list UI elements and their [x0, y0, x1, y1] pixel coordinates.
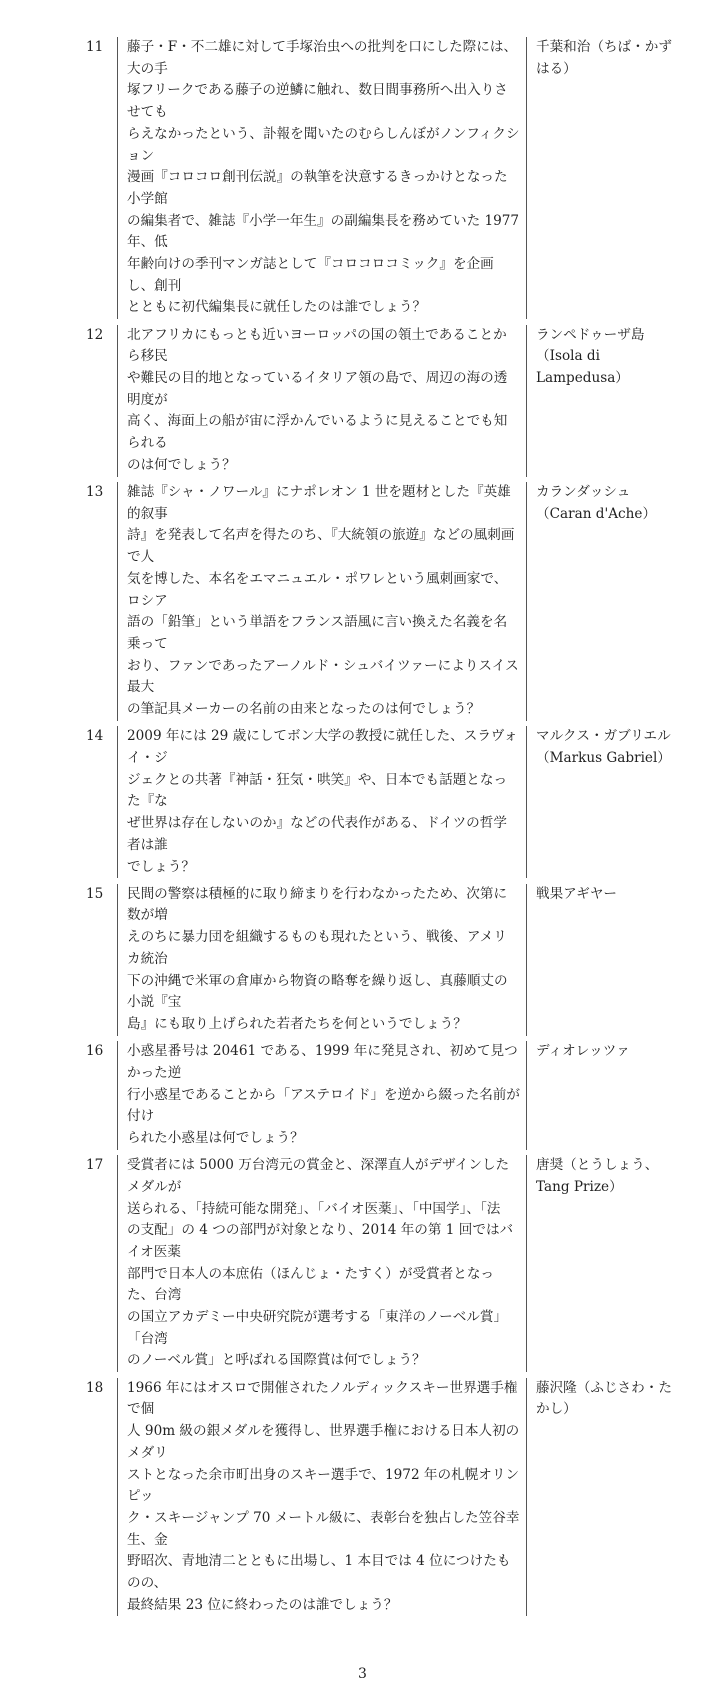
question-row [0, 726, 725, 878]
question-line: らえなかったという、訃報を聞いたのむらしんぼがノンフィクション [127, 125, 520, 164]
answer-line: Lampedusa） [536, 370, 629, 387]
question-number: 14 [86, 728, 104, 745]
question-text [117, 37, 527, 319]
question-line: のノーベル賞」と呼ばれる国際賞は何でしょう？ [127, 1352, 426, 1369]
question-line: 民間の警察は積極的に取り締まりを行わなかったため、次第に数が増 [127, 885, 508, 924]
answer-line: （Markus Gabriel） [536, 750, 671, 766]
question-line: 小惑星番号は 20461 である、1999 年に発見され、初めて見つかった逆 [127, 1043, 518, 1081]
question-line: 雑誌『シャ・ノワール』にナポレオン 1 世を題材とした『英雄的叙事 [127, 484, 511, 522]
answer [527, 37, 697, 319]
answer-line: Tang Prize） [536, 1178, 623, 1195]
answer-line: マルクス・ガブリエル [536, 728, 671, 745]
question-row [0, 1155, 725, 1372]
question-line: 最終結果 23 位に終わったのは誰でしょう？ [127, 1596, 398, 1613]
answer-line: 藤沢隆（ふじさわ・た [536, 1379, 672, 1396]
answer-line: かし） [536, 1401, 577, 1418]
answer-line: 戦果アギヤー [536, 885, 618, 902]
answer [527, 325, 697, 477]
question-line: や難民の目的地となっているイタリア領の島で、周辺の海の透明度が [127, 370, 508, 408]
question-text [117, 1041, 527, 1150]
question-text [117, 1155, 527, 1372]
question-row [0, 884, 725, 1036]
question-line: 詩』を発表して名声を得たのち、『大統領の旅遊』などの風刺画で人 [127, 527, 515, 566]
question-line: 島』にも取り上げられた若者たちを何というでしょう？ [127, 1015, 467, 1032]
question-line: 2009 年には 29 歳にしてボン大学の教授に就任した、スラヴォイ・ジ [127, 728, 518, 766]
question-number: 16 [86, 1043, 104, 1060]
question-line: 気を博した、本名をエマニュエル・ポワレという風刺画家で、ロシア [127, 570, 508, 609]
question-line: の国立アカデミー中央研究院が選考する「東洋のノーベル賞」「台湾 [127, 1309, 508, 1347]
answer [527, 482, 697, 721]
question-text [117, 726, 527, 878]
question-line: 漫画『コロコロ創刊伝説』の執筆を決意するきっかけとなった小学館 [127, 169, 508, 207]
question-line: 塚フリークである藤子の逆鱗に触れ、数日間事務所へ出入りさせても [127, 82, 508, 121]
question-row [0, 325, 725, 477]
question-line: 行小惑星であることから「アステロイド」を逆から綴った名前が付け [127, 1086, 520, 1125]
question-line: 1966 年にはオスロで開催されたノルディックスキー世界選手権で個 [127, 1379, 518, 1418]
question-line: ク・スキージャンプ 70 メートル級に、表彰台を独占した笠谷幸生、金 [127, 1509, 520, 1548]
question-line: とともに初代編集長に就任したのは誰でしょう？ [127, 299, 427, 316]
answer [527, 884, 697, 1036]
question-number: 18 [86, 1379, 104, 1396]
answer-line: カランダッシュ [536, 484, 631, 501]
question-line: の編集者で、雑誌『小学一年生』の副編集長を務めていた 1977 年、低 [127, 212, 520, 251]
question-number: 13 [86, 484, 104, 501]
question-number: 17 [86, 1157, 104, 1174]
question-line: 野昭次、青地清二とともに出場し、1 本目では 4 位につけたものの、 [127, 1553, 511, 1592]
answer-line: （Isola di [536, 348, 600, 365]
page-number: 3 [358, 1666, 367, 1683]
answer [527, 1041, 697, 1150]
question-line: の筆記具メーカーの名前の由来となったのは何でしょう？ [127, 701, 481, 718]
question-line: 送られる、「持続可能な開発」、「バイオ医薬」、「中国学」、「法 [127, 1200, 501, 1217]
question-line: 語の「鉛筆」という単語をフランス語風に言い換えた名義を名乗って [127, 614, 508, 652]
answer [527, 726, 697, 878]
question-number: 15 [86, 885, 104, 902]
question-row [0, 482, 725, 721]
answer-line: （Caran d'Ache） [536, 505, 657, 522]
answer-line: はる） [536, 60, 577, 77]
question-line: の支配」の 4 つの部門が対象となり、2014 年の第 1 回ではバイオ医薬 [127, 1222, 514, 1260]
question-text [117, 1378, 527, 1617]
question-line: 北アフリカにもっとも近いヨーロッパの国の領土であることから移民 [127, 326, 507, 365]
answer [527, 1378, 697, 1617]
answer [527, 1155, 697, 1372]
question-line: でしょう？ [127, 858, 195, 875]
question-line: のは何でしょう？ [127, 456, 236, 473]
question-line: られた小惑星は何でしょう？ [127, 1129, 304, 1146]
question-text [117, 325, 527, 477]
answer-line: ランペドゥーザ島 [536, 326, 645, 343]
question-row [0, 1041, 725, 1150]
question-line: 部門で日本人の本庶佑（ほんじょ・たすく）が受賞者となった、台湾 [127, 1265, 495, 1304]
question-line: 受賞者には 5000 万台湾元の賞金と、深澤直人がデザインしたメダルが [127, 1157, 510, 1195]
question-line: ぜ世界は存在しないのか』などの代表作がある、ドイツの哲学者は誰 [127, 815, 507, 853]
question-text [117, 482, 527, 721]
question-line: 高く、海面上の船が宙に浮かんでいるように見えることでも知られる [127, 413, 508, 452]
question-line: 人 90m 級の銀メダルを獲得し、世界選手権における日本人初のメダリ [127, 1423, 520, 1461]
question-row [0, 1378, 725, 1617]
answer-line: 唐奨（とうしょう、 [536, 1157, 659, 1174]
question-line: 藤子・F・不二雄に対して手塚治虫への批判を口にした際には、大の手 [127, 39, 518, 77]
question-number: 12 [86, 326, 104, 343]
question-line: 年齢向けの季刊マンガ誌として『コロコロコミック』を企画し、創刊 [127, 256, 494, 294]
question-text [117, 884, 527, 1036]
question-number: 11 [86, 39, 104, 55]
question-line: ジェクとの共著『神話・狂気・哄笑』や、日本でも話題となった『な [127, 771, 508, 810]
answer-line: ディオレッツァ [536, 1043, 630, 1060]
question-line: おり、ファンであったアーノルド・シュバイツァーによりスイス最大 [127, 657, 519, 696]
answer-line: 千葉和治（ちば・かず [536, 39, 672, 55]
question-line: 下の沖縄で米軍の倉庫から物資の略奪を繰り返し、真藤順丈の小説『宝 [127, 972, 508, 1011]
question-line: えのちに暴力団を組織するものも現れたという、戦後、アメリカ統治 [127, 929, 507, 967]
question-line: ストとなった余市町出身のスキー選手で、1972 年の札幌オリンピッ [127, 1466, 520, 1505]
question-row [0, 37, 725, 319]
